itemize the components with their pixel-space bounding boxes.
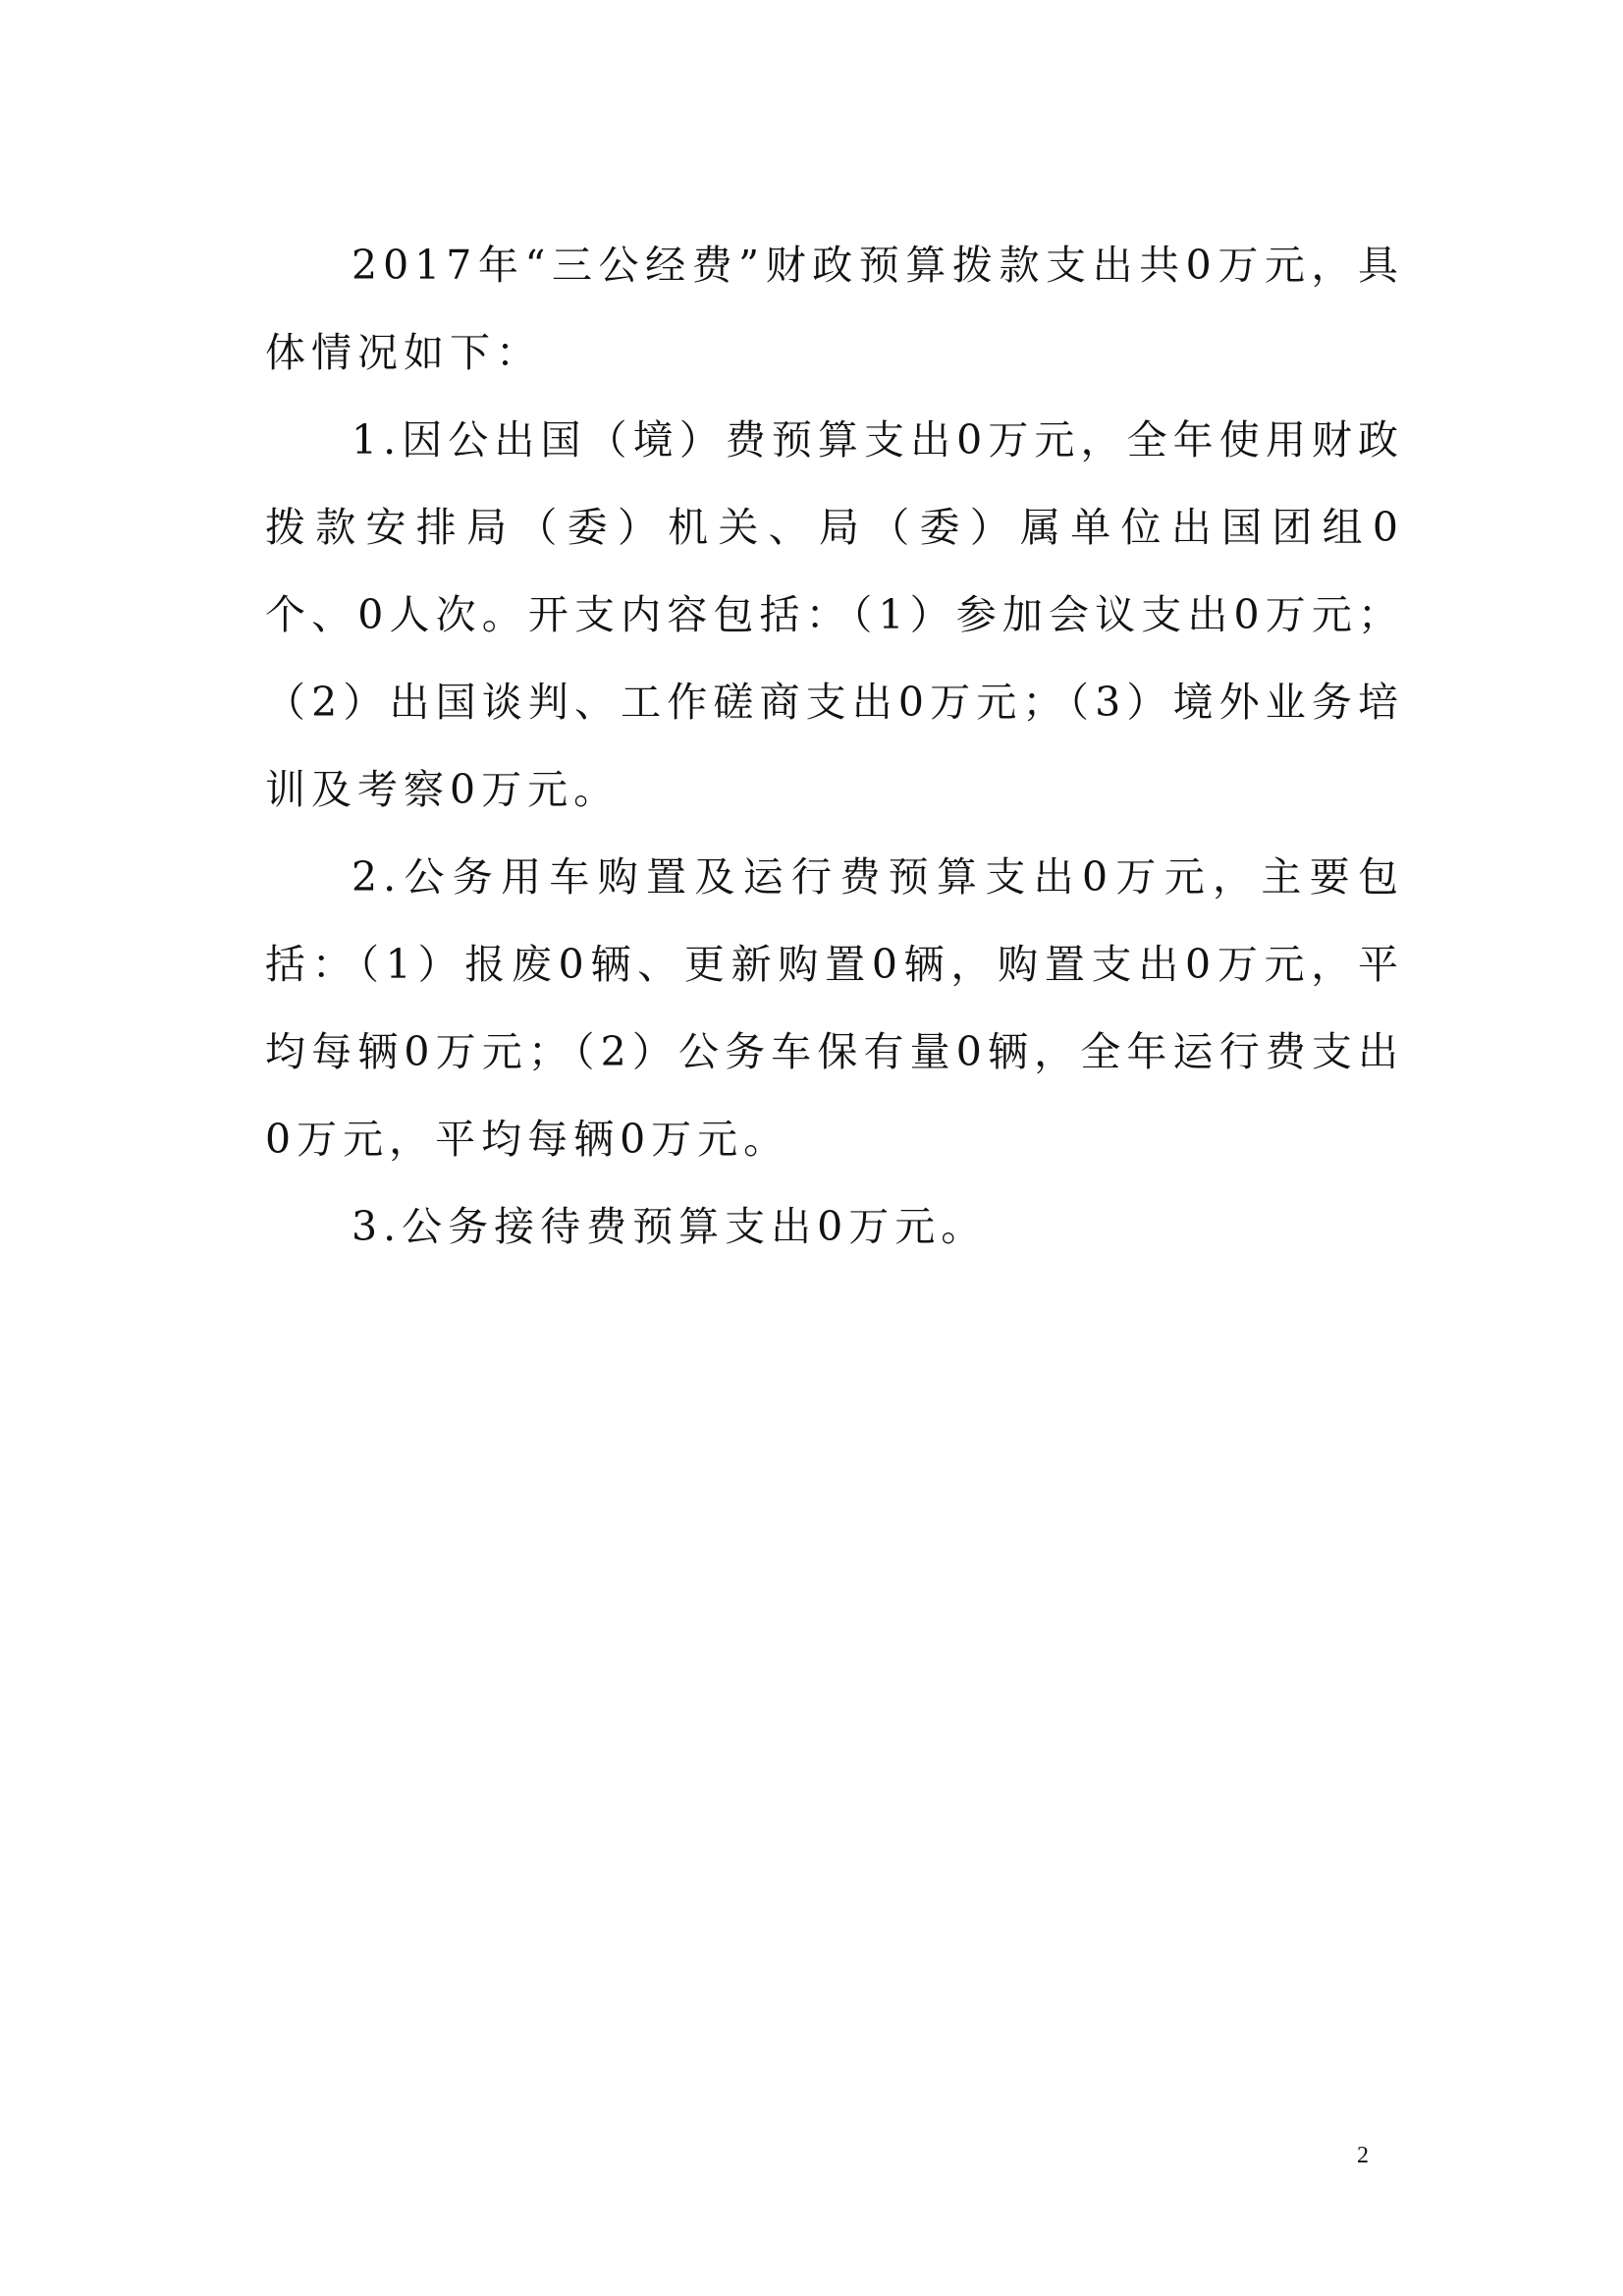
paragraph-intro: 2017年“三公经费”财政预算拨款支出共0万元，具体情况如下：	[265, 242, 1404, 376]
page-number: 2	[1357, 2143, 1369, 2168]
paragraph-official-reception: 3.公务接待费预算支出0万元。	[352, 1203, 988, 1250]
paragraph-official-vehicles: 2.公务用车购置及运行费预算支出0万元，主要包括：（1）报废0辆、更新购置0辆，购置支出0万元，平均每辆0万元；（2）公务车保有量0辆，全年运行费支出0万元，平均每辆0万元。	[265, 853, 1404, 1163]
paragraph-overseas-travel: 1.因公出国（境）费预算支出0万元，全年使用财政拨款安排局（委）机关、局（委）属单位出国团组0个、0人次。开支内容包括：（1）参加会议支出0万元；（2）出国谈判、工作磋商支出0万元；（3）境外业务培训及考察0万元。	[265, 416, 1404, 813]
document-body	[265, 222, 1404, 1271]
